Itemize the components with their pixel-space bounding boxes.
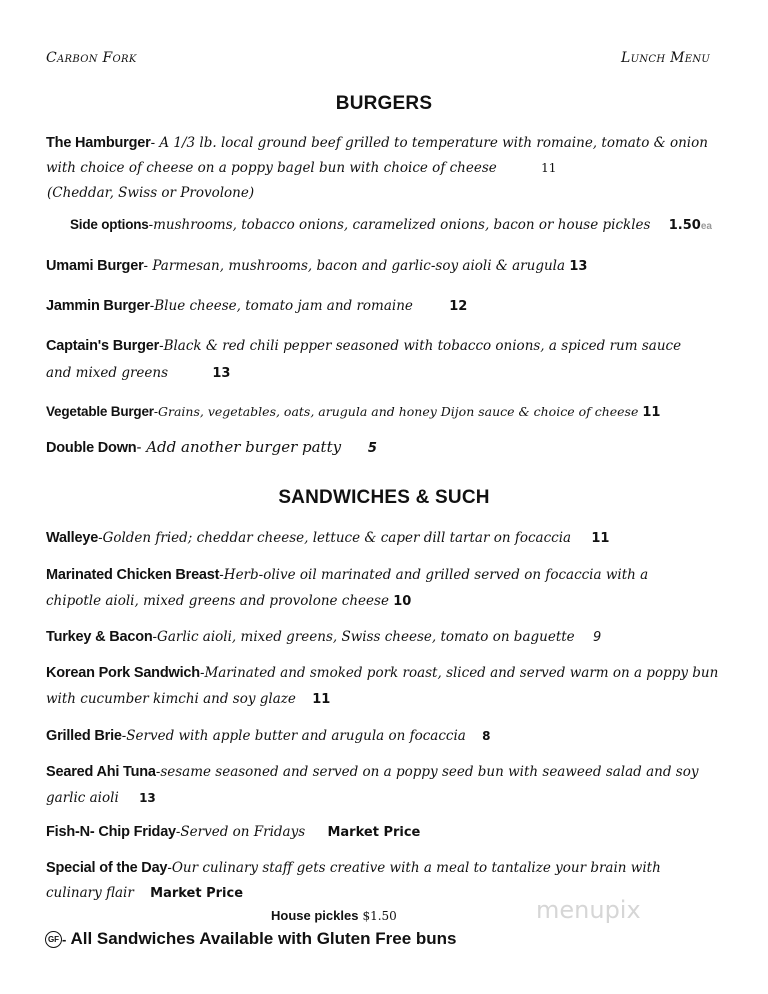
item-name: Marinated Chicken Breast (46, 567, 220, 583)
item-name: Captain's Burger (46, 338, 160, 354)
menu-item-vegetable-burger: Vegetable Burger-Grains, vegetables, oats, arugula and honey Dijon sauce & choice of cheese 11 (46, 404, 661, 420)
menu-item-double-down: Double Down- Add another burger patty 5 (46, 438, 377, 456)
section-title-burgers: BURGERS (335, 93, 433, 114)
item-name: Jammin Burger (46, 298, 150, 314)
menupix-watermark: menupix (536, 896, 641, 924)
menu-item-side-options: Side options-mushrooms, tobacco onions, caramelized onions, bacon or house pickles 1.50ea (70, 217, 712, 233)
item-name: Umami Burger (46, 258, 144, 274)
menu-item-korean-pork-sandwich: Korean Pork Sandwich-Marinated and smoked pork roast, sliced and served warm on a poppy bun (46, 665, 719, 681)
menu-item-umami-burger: Umami Burger- Parmesan, mushrooms, bacon and garlic-soy aioli & arugula 13 (46, 258, 588, 274)
item-price: 5 (367, 441, 377, 456)
item-name: Grilled Brie (46, 728, 122, 744)
item-description: Black & red chili pepper seasoned with tobacco onions, a spiced rum sauce (163, 338, 682, 354)
item-price: 11 (312, 692, 331, 707)
gluten-free-icon: GF (45, 931, 62, 948)
item-description: with choice of cheese on a poppy bagel bun with choice of cheese (46, 160, 497, 176)
item-description: Blue cheese, tomato jam and romaine (154, 298, 413, 314)
item-description: Garlic aioli, mixed greens, Swiss cheese, tomato on baguette (157, 629, 575, 645)
item-description: sesame seasoned and served on a poppy seed bun with seaweed salad and soy (160, 764, 699, 780)
menu-item-jammin-burger: Jammin Burger-Blue cheese, tomato jam and romaine 12 (46, 298, 468, 314)
item-description: and mixed greens (46, 365, 169, 381)
item-name: Walleye (46, 530, 99, 546)
item-description: mushrooms, tobacco onions, caramelized onions, bacon or house pickles (153, 217, 651, 233)
item-name: Turkey & Bacon (46, 629, 153, 645)
house-pickles-label: House pickles (271, 908, 359, 923)
item-name: Double Down (46, 440, 137, 456)
item-price: 1.50 (668, 218, 701, 233)
item-description: Golden fried; cheddar cheese, lettuce & caper dill tartar on focaccia (102, 530, 572, 546)
item-description: Grains, vegetables, oats, arugula and honey Dijon sauce & choice of cheese (158, 404, 639, 419)
item-description: culinary flair (46, 885, 134, 901)
item-price: 13 (569, 259, 588, 274)
item-description: Herb-olive oil marinated and grilled served on focaccia with a (223, 567, 649, 583)
item-description: Served on Fridays (180, 824, 306, 840)
item-description: Served with apple butter and arugula on focaccia (126, 728, 466, 744)
restaurant-name: Carbon Fork (46, 50, 137, 66)
price-unit: ea (700, 221, 712, 232)
section-title-sandwiches: SANDWICHES & SUCH (278, 487, 490, 508)
item-name: Vegetable Burger (46, 404, 154, 419)
menu-item-grilled-brie: Grilled Brie-Served with apple butter and arugula on focaccia 8 (46, 728, 491, 744)
gluten-free-note: GF - All Sandwiches Available with Gluten Free buns (45, 929, 456, 949)
item-price: Market Price (327, 825, 421, 840)
item-price: 12 (449, 299, 468, 314)
item-description: Parmesan, mushrooms, bacon and garlic-soy aioli & arugula (152, 258, 566, 274)
menu-item-walleye: Walleye-Golden fried; cheddar cheese, lettuce & caper dill tartar on focaccia 11 (46, 530, 610, 546)
menu-item-turkey-bacon: Turkey & Bacon-Garlic aioli, mixed greens, Swiss cheese, tomato on baguette 9 (46, 629, 602, 645)
item-description: Marinated and smoked pork roast, sliced and served warm on a poppy bun (204, 665, 719, 681)
item-description: Add another burger patty (146, 438, 342, 456)
item-name: Fish-N- Chip Friday (46, 824, 176, 840)
item-name: Special of the Day (46, 860, 168, 876)
item-description: A 1/3 lb. local ground beef grilled to temperature with romaine, tomato & onion (159, 135, 708, 151)
item-name: The Hamburger (46, 135, 151, 151)
gluten-free-text: All Sandwiches Available with Gluten Free buns (70, 929, 457, 948)
item-description: garlic aioli (46, 790, 119, 806)
item-name: Side options (70, 217, 149, 232)
item-description: with cucumber kimchi and soy glaze (46, 691, 296, 707)
item-price: 11 (642, 405, 661, 420)
item-price: 10 (393, 594, 412, 609)
menu-item-captains-burger: Captain's Burger-Black & red chili pepper seasoned with tobacco onions, a spiced rum sauce (46, 338, 682, 354)
menu-item-seared-ahi-tuna: Seared Ahi Tuna-sesame seasoned and served on a poppy seed bun with seaweed salad and soy (46, 764, 699, 780)
item-price: 11 (541, 161, 557, 175)
menu-title: Lunch Menu (621, 50, 711, 66)
item-name: Seared Ahi Tuna (46, 764, 156, 780)
item-price: 9 (592, 630, 602, 645)
item-name: Korean Pork Sandwich (46, 665, 200, 681)
menu-item-special-of-the-day: Special of the Day-Our culinary staff gets creative with a meal to tantalize your brain with (46, 860, 661, 876)
item-description: (Cheddar, Swiss or Provolone) (47, 185, 255, 201)
item-price: 11 (591, 531, 610, 546)
item-description: Our culinary staff gets creative with a meal to tantalize your brain with (171, 860, 661, 876)
menu-item-hamburger: The Hamburger- A 1/3 lb. local ground beef grilled to temperature with romaine, tomato & onion (46, 135, 708, 151)
item-price: 13 (212, 366, 231, 381)
item-description: chipotle aioli, mixed greens and provolone cheese (46, 593, 389, 609)
item-price: 13 (139, 791, 156, 805)
house-pickles-note (271, 907, 397, 925)
house-pickles-price: $1.50 (362, 909, 397, 923)
menu-item-fish-n-chip-friday: Fish-N- Chip Friday-Served on Fridays Market Price (46, 824, 421, 840)
item-price: 8 (482, 729, 491, 743)
menu-item-marinated-chicken-breast: Marinated Chicken Breast-Herb-olive oil marinated and grilled served on focaccia with a (46, 567, 649, 583)
item-price: Market Price (150, 886, 244, 901)
